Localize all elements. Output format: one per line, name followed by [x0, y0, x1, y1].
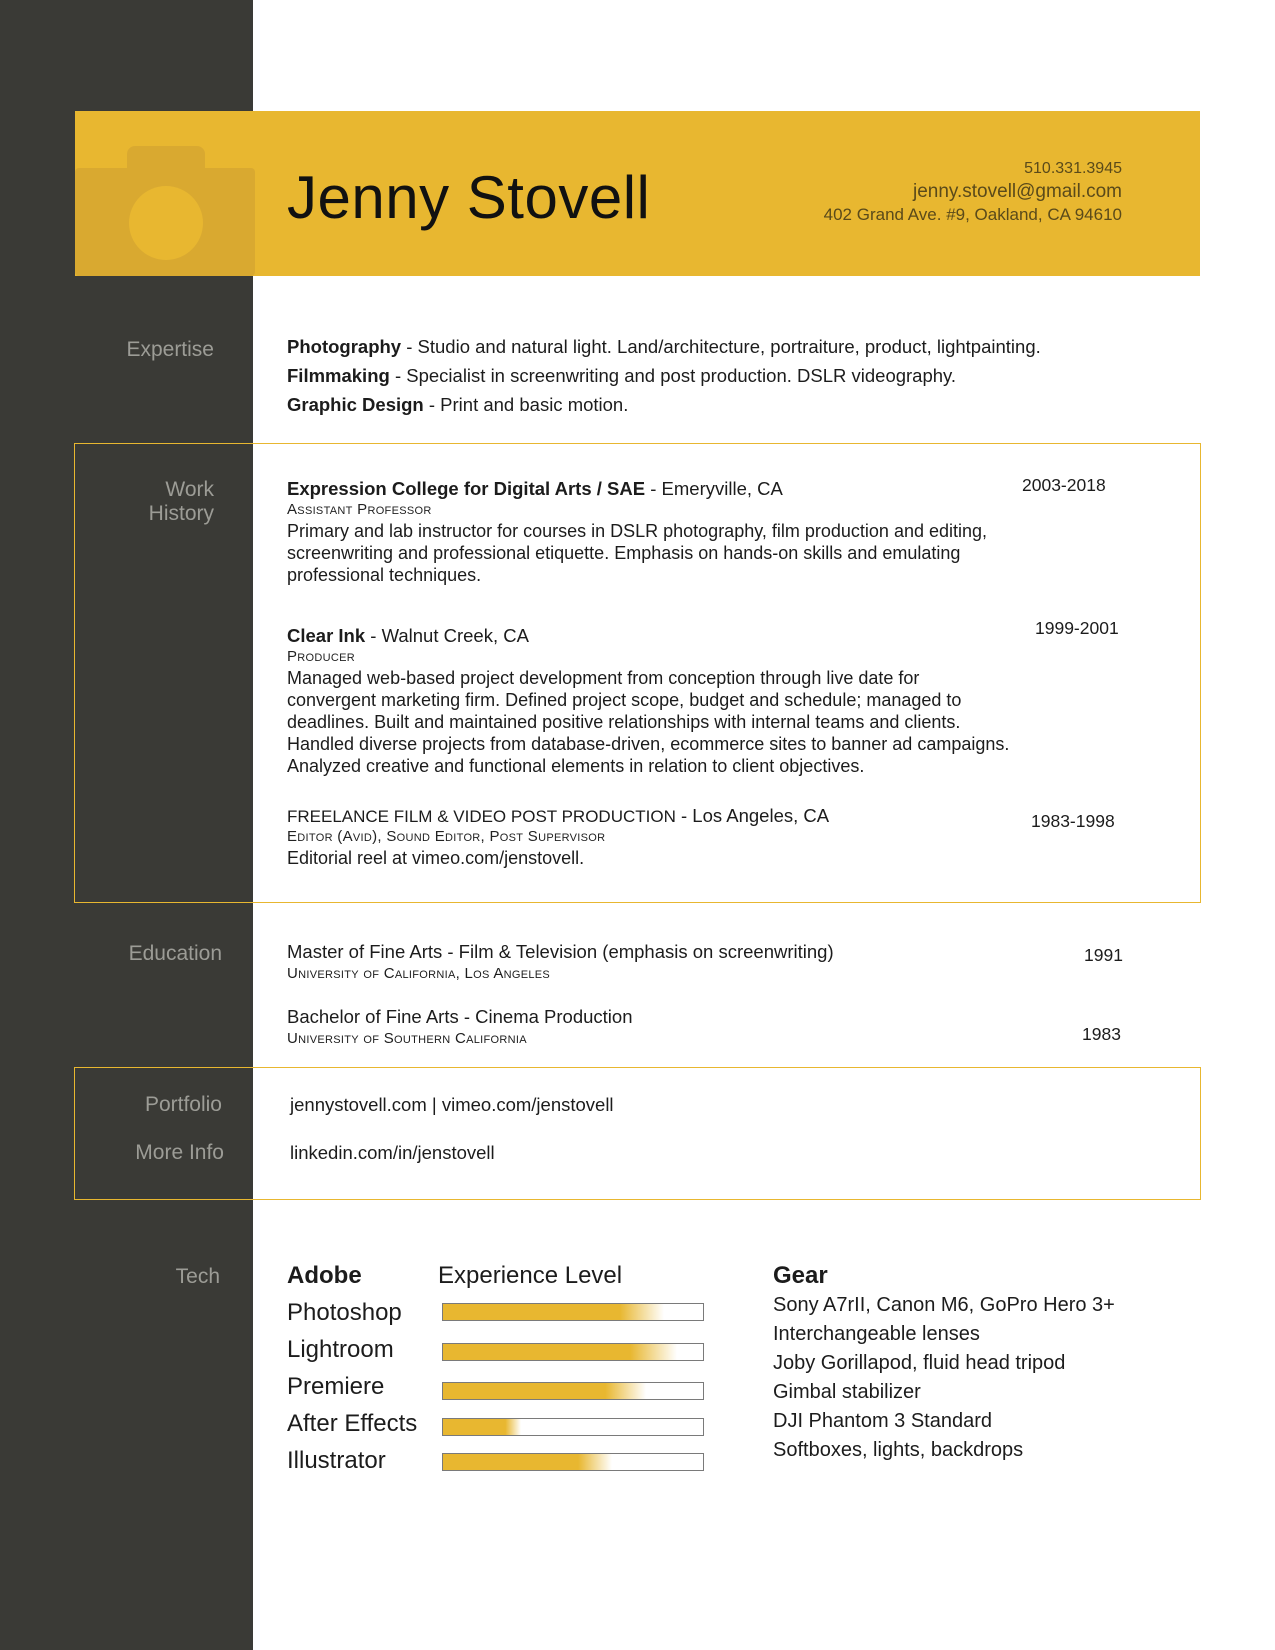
gear-heading: Gear [773, 1262, 828, 1289]
skill-name: Illustrator [287, 1447, 386, 1474]
job-entry [287, 805, 1147, 869]
section-label-portfolio: Portfolio [144, 1093, 222, 1116]
job-entry [287, 625, 1147, 777]
skill-bar-photoshop [442, 1303, 704, 1321]
gear-item: Gimbal stabilizer [773, 1381, 921, 1403]
skill-bar-after-effects [442, 1418, 704, 1436]
skill-bar-premiere [442, 1382, 704, 1400]
expertise-item: Filmmaking - Specialist in screenwriting and post production. DSLR videography. [287, 365, 957, 386]
skill-bar-fill [443, 1454, 612, 1470]
gear-item: Joby Gorillapod, fluid head tripod [773, 1352, 1066, 1374]
skill-name: After Effects [287, 1410, 418, 1437]
gear-item: DJI Phantom 3 Standard [773, 1410, 993, 1432]
school: University of Southern California [287, 1030, 527, 1047]
linkedin-link[interactable]: linkedin.com/in/jenstovell [290, 1142, 495, 1163]
degree: Bachelor of Fine Arts - Cinema Production [287, 1006, 633, 1027]
job-years: 2003-2018 [1022, 475, 1106, 495]
skill-bar-fill [443, 1419, 521, 1435]
job-years: 1999-2001 [1035, 618, 1119, 638]
gear-item: Interchangeable lenses [773, 1323, 980, 1345]
gear-item: Sony A7rII, Canon M6, GoPro Hero 3+ [773, 1294, 1115, 1316]
phone-number[interactable]: 510.331.3945 [1024, 160, 1122, 177]
job-description: Editorial reel at vimeo.com/jenstovell. [287, 848, 585, 868]
skill-bar-fill [443, 1344, 677, 1360]
section-label-tech: Tech [175, 1265, 220, 1288]
portfolio-box [74, 1067, 1201, 1200]
skill-bar-fill [443, 1304, 664, 1320]
education-year: 1983 [1082, 1024, 1121, 1044]
experience-level-heading: Experience Level [438, 1262, 623, 1289]
gear-item: Softboxes, lights, backdrops [773, 1439, 1024, 1461]
expertise-item: Photography - Studio and natural light. Land/architecture, portraiture, product, lightpainting. [287, 336, 1041, 357]
job-role: Editor (Avid), Sound Editor, Post Supervisor [287, 828, 606, 845]
job-description: Managed web-based project development from conception through live date for convergent marketing firm. Defined project scope, budget and schedule; managed to deadlines. Built and maintained positive relationships with internal teams and clients. Handled diverse projects from database-driven, ecommerce sites to banner ad campaigns. Analyzed creative and functional elements in relation to client objectives. [287, 668, 1010, 776]
contact-block [824, 157, 1122, 226]
portfolio-link[interactable]: jennystovell.com | vimeo.com/jenstovell [290, 1094, 614, 1115]
job-role: Assistant Professor [287, 501, 432, 518]
job-title: Clear Ink - Walnut Creek, CA [287, 625, 529, 646]
page-title: Jenny Stovell [287, 164, 651, 231]
email-address[interactable]: jenny.stovell@gmail.com [912, 181, 1122, 202]
skill-bar-illustrator [442, 1453, 704, 1471]
job-description: Primary and lab instructor for courses in DSLR photography, film production and editing, screenwriting and professional etiquette. Emphasis on hands-on skills and emulating professional techniques. [287, 521, 988, 585]
skill-bar-lightroom [442, 1343, 704, 1361]
job-title: FREELANCE FILM & VIDEO POST PRODUCTION - Los Angeles, CA [287, 805, 830, 826]
section-label-education: Education [128, 942, 222, 965]
skill-name: Premiere [287, 1373, 385, 1400]
school: University of California, Los Angeles [287, 965, 551, 982]
section-label-more-info: More Info [135, 1141, 224, 1164]
header-banner [75, 111, 1200, 276]
job-title: Expression College for Digital Arts / SAE - Emeryville, CA [287, 478, 783, 499]
education-entry [287, 941, 834, 985]
adobe-heading: Adobe [287, 1262, 362, 1289]
degree: Master of Fine Arts - Film & Television (emphasis on screenwriting) [287, 941, 834, 962]
education-entry [287, 1006, 633, 1050]
skill-bar-fill [443, 1383, 646, 1399]
section-label-work: Work History [148, 478, 214, 525]
camera-icon [75, 146, 255, 276]
skill-name: Photoshop [287, 1299, 402, 1326]
street-address: 402 Grand Ave. #9, Oakland, CA 94610 [823, 205, 1122, 224]
education-year: 1991 [1084, 945, 1123, 965]
job-role: Producer [287, 648, 356, 665]
expertise-item: Graphic Design - Print and basic motion. [287, 394, 629, 415]
job-years: 1983-1998 [1031, 811, 1115, 831]
section-label-expertise: Expertise [126, 338, 214, 361]
skill-name: Lightroom [287, 1336, 394, 1363]
job-entry [287, 478, 1147, 586]
